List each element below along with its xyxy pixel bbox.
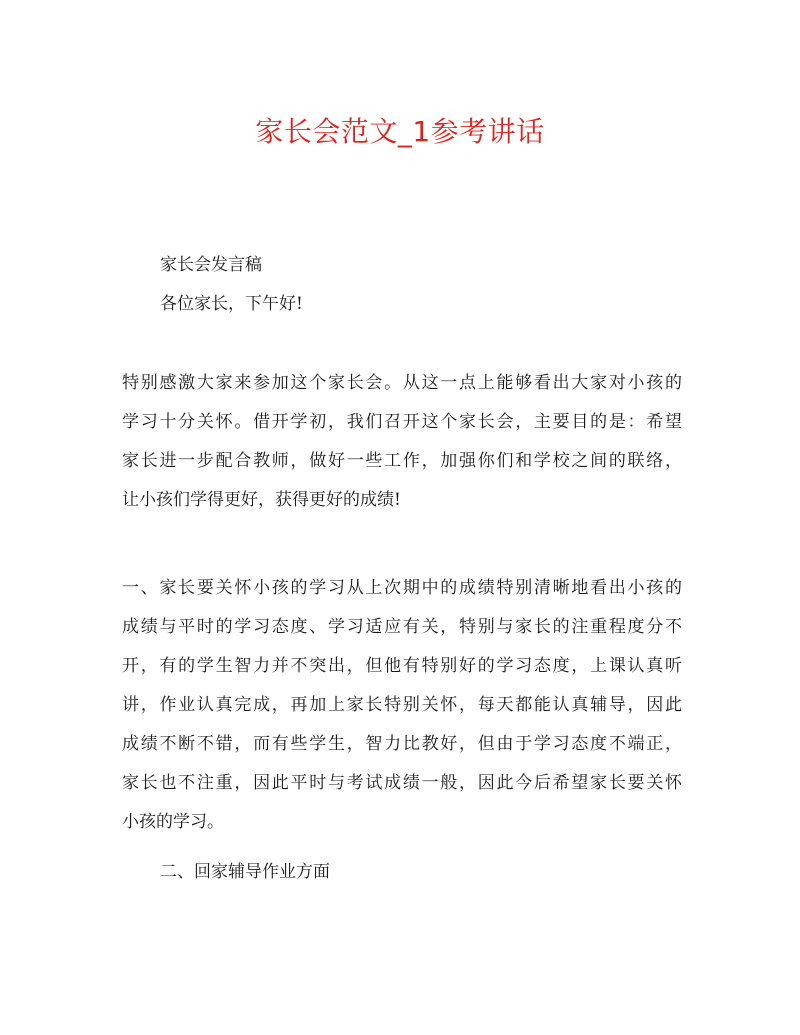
paragraph-2-line: 成绩与平时的学习态度、学习适应有关，特别与家长的注重程度分不 [122, 617, 682, 637]
paragraph-2-line: 开，有的学生智力并不突出，但他有特别好的学习态度，上课认真听 [122, 656, 682, 676]
paragraph-1-line: 让小孩们学得更好，获得更好的成绩! [122, 490, 401, 510]
paragraph-2-line: 一、家长要关怀小孩的学习从上次期中的成绩特别清晰地看出小孩的 [122, 578, 682, 598]
paragraph-2-line: 小孩的学习。 [122, 812, 224, 832]
speech-heading: 家长会发言稿 [160, 255, 262, 275]
paragraph-2-line: 成绩不断不错，而有些学生，智力比教好，但由于学习态度不端正， [122, 734, 682, 754]
section-2-heading: 二、回家辅导作业方面 [160, 862, 330, 882]
paragraph-1-line: 学习十分关怀。借开学初，我们召开这个家长会，主要目的是：希望 [122, 412, 682, 432]
paragraph-2-line: 讲，作业认真完成，再加上家长特别关怀，每天都能认真辅导，因此 [122, 695, 682, 715]
greeting: 各位家长，下午好! [160, 294, 303, 314]
paragraph-1-line: 家长进一步配合教师，做好一些工作，加强你们和学校之间的联络， [122, 451, 682, 471]
paragraph-1-line: 特别感激大家来参加这个家长会。从这一点上能够看出大家对小孩的 [122, 373, 682, 393]
document-title: 家长会范文_1参考讲话 [255, 115, 545, 148]
paragraph-2-line: 家长也不注重，因此平时与考试成绩一般，因此今后希望家长要关怀 [122, 773, 682, 793]
